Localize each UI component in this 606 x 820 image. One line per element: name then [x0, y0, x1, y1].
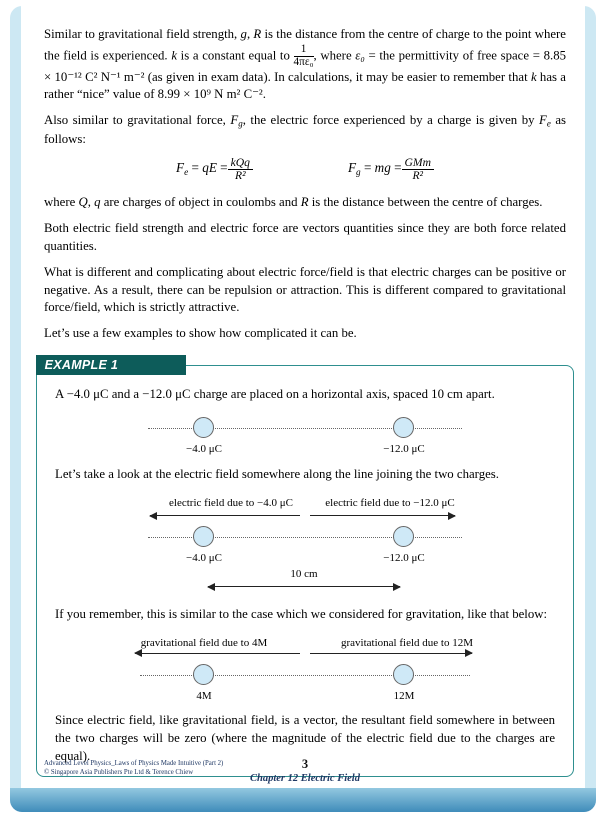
charge-left-label: −4.0 μC: [186, 443, 222, 456]
footer-center: [44, 757, 566, 784]
formula-gravitational-force-lead: $F_g$ = mg =: [347, 160, 402, 178]
mass-left: [193, 664, 214, 685]
formula-electric-force-lead: $F_e$ = qE =: [176, 160, 228, 178]
formula-electric-force-fraction: [228, 157, 253, 182]
page-content: [44, 26, 566, 777]
formula-gravitational-force: [348, 157, 434, 182]
fraction-denominator: R²: [234, 168, 246, 182]
fraction-numerator: GMm: [402, 157, 434, 170]
fraction-denominator: 4πε₀: [293, 55, 314, 68]
charge-right-label: −12.0 μC: [383, 552, 425, 565]
para-vectors: Both electric field strength and electric force are vectors quantities since they are both force related quantities.: [44, 220, 566, 253]
example-field-text: Let’s take a look at the electric field somewhere along the line joining the two charges.: [55, 467, 499, 482]
field-arrow-left: [150, 515, 300, 516]
field-right-caption: electric field due to −12.0 μC: [325, 497, 455, 510]
example-conclusion-text: Since electric field, like gravitational field, is a vector, the resultant field somewhere in between the two charges will be zero (where the magnitude of the electric field due to the charges are equal).: [55, 712, 555, 763]
example-setup-text: A −4.0 μC and a −12.0 μC charge are placed on a horizontal axis, spaced 10 cm apart.: [55, 387, 495, 402]
axis-dotted-line: [140, 675, 470, 676]
grav-arrow-right: [310, 653, 472, 654]
distance-label: 10 cm: [290, 568, 318, 581]
grav-left-caption: gravitational field due to 4M: [140, 636, 268, 649]
charge-right: [393, 526, 414, 547]
footer-book-title: Advanced Level Physics_Laws of Physics Made Intuitive (Part 2): [44, 760, 224, 767]
charge-left: [193, 526, 214, 547]
fraction-numerator: 1: [294, 44, 314, 57]
para-field-strength-a: Similar to gravitational field strength, g, R is the distance from the centre of charge to the point where the field is experienced. k is a constant equal to: [44, 27, 566, 63]
charge-right-label: −12.0 μC: [383, 443, 425, 456]
fraction-denominator: R²: [412, 168, 424, 182]
diagram-charges-axis: [55, 414, 555, 460]
field-arrow-right: [310, 515, 455, 516]
example-box: [36, 358, 574, 776]
coulomb-constant-fraction: [294, 44, 314, 69]
para-examples-intro: Let’s use a few examples to show how complicated it can be.: [44, 326, 357, 341]
diagram-electric-fields: [55, 496, 555, 600]
formula-gravitational-force-fraction: [402, 157, 434, 182]
para-field-strength: [44, 26, 566, 104]
chapter-title: Chapter 12 Electric Field: [250, 773, 360, 784]
footer-copyright: © Singapore Asia Publishers Pte Ltd & Terence Chiew: [44, 768, 194, 776]
mass-right-label: 12M: [393, 689, 415, 702]
fraction-numerator: kQq: [228, 157, 253, 170]
para-electric-force: Also similar to gravitational force, $F_g$, the electric force experienced by a charge is given by $F_e$ as follows:: [44, 113, 566, 146]
page-number: 3: [301, 757, 309, 771]
charge-right: [393, 417, 414, 438]
charge-left-label: −4.0 μC: [186, 552, 222, 565]
para-positive-negative: What is different and complicating about electric force/field is that electric charges can be positive or negative. As a result, there can be repulsion or attraction. This is different compared to gravitational force/field, which is strictly attractive.: [44, 264, 566, 315]
field-left-caption: electric field due to −4.0 μC: [169, 497, 293, 510]
example-1-header: EXAMPLE 1: [36, 355, 186, 375]
para-charge-definitions: where Q, q are charges of object in coulombs and R is the distance between the centre of charges.: [44, 194, 543, 209]
grav-right-caption: gravitational field due to 12M: [341, 636, 473, 649]
formula-electric-force: [176, 157, 253, 182]
para-field-strength-b: , where ε₀ = the permittivity of free space = 8.85 × 10⁻¹² C² N⁻¹ m⁻² (as given in exam data). In calculations, it may be easier to remember that k has a rather “nice” value of 8.99 × 10⁹ N m² C⁻².: [44, 48, 566, 102]
example-gravitation-text: If you remember, this is similar to the case which we considered for gravitation, like that below:: [55, 607, 548, 622]
charge-left: [193, 417, 214, 438]
formula-row: [44, 157, 566, 182]
mass-left-label: 4M: [196, 689, 212, 702]
grav-arrow-left: [135, 653, 300, 654]
diagram-gravitational-fields: [55, 636, 555, 706]
distance-arrow: [208, 586, 400, 587]
mass-right: [393, 664, 414, 685]
